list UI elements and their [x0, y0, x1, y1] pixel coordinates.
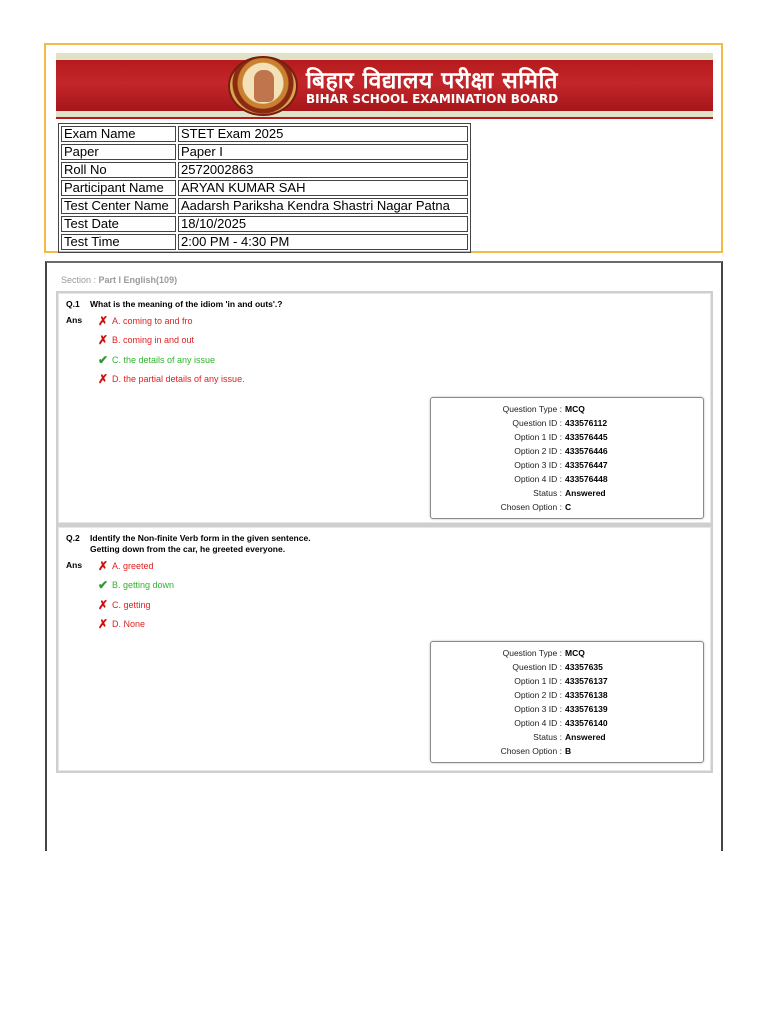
question-card — [56, 291, 713, 525]
meta-row — [431, 702, 608, 716]
cross-icon: ✗ — [98, 333, 109, 347]
meta-key: Question Type : — [502, 403, 562, 414]
info-row — [61, 216, 468, 232]
check-icon: ✔ — [98, 353, 109, 367]
meta-key: Option 2 ID : — [514, 445, 562, 456]
board-name-hindi: बिहार विद्यालय परीक्षा समिति — [306, 68, 559, 94]
meta-row — [431, 660, 608, 674]
section-frame — [45, 261, 723, 851]
meta-row — [431, 402, 608, 416]
option-c — [98, 598, 151, 612]
question-text-line: Getting down from the car, he greeted everyone. — [90, 544, 286, 554]
question-number: Q.1 — [66, 299, 80, 309]
info-value: 2:00 PM - 4:30 PM — [178, 234, 468, 250]
meta-value: Answered — [565, 731, 606, 742]
board-seal-logo — [228, 56, 298, 116]
info-value: 2572002863 — [178, 162, 468, 178]
question-meta-panel — [430, 397, 704, 519]
meta-row — [431, 444, 608, 458]
meta-key: Option 1 ID : — [514, 431, 562, 442]
meta-row — [431, 430, 608, 444]
meta-key: Question ID : — [512, 417, 562, 428]
meta-key: Question Type : — [502, 647, 562, 658]
meta-row — [431, 500, 608, 514]
board-name-english: BIHAR SCHOOL EXAMINATION BOARD — [306, 92, 559, 106]
option-a — [98, 314, 193, 328]
meta-row — [431, 730, 608, 744]
meta-row — [431, 688, 608, 702]
cross-icon: ✗ — [98, 314, 109, 328]
meta-value: 433576445 — [565, 431, 608, 442]
option-d — [98, 372, 245, 386]
banner-red-line — [56, 117, 713, 119]
cross-icon: ✗ — [98, 617, 109, 631]
meta-value: MCQ — [565, 647, 585, 658]
cross-icon: ✗ — [98, 559, 109, 573]
info-value: ARYAN KUMAR SAH — [178, 180, 468, 196]
info-label: Participant Name — [61, 180, 176, 196]
cross-icon: ✗ — [98, 372, 109, 386]
info-row — [61, 198, 468, 214]
info-label: Exam Name — [61, 126, 176, 142]
option-text: A. greeted — [112, 561, 154, 571]
ans-label: Ans — [66, 315, 83, 325]
option-c — [98, 353, 215, 367]
meta-key: Option 1 ID : — [514, 675, 562, 686]
meta-key: Status : — [533, 731, 562, 742]
info-row — [61, 144, 468, 160]
meta-key: Chosen Option : — [500, 501, 562, 512]
meta-row — [431, 472, 608, 486]
meta-row — [431, 646, 608, 660]
seal-figure — [254, 70, 274, 102]
cross-icon: ✗ — [98, 598, 109, 612]
meta-value: 433576448 — [565, 473, 608, 484]
question-text: What is the meaning of the idiom 'in and outs'.? — [90, 299, 283, 309]
meta-row — [431, 674, 608, 688]
info-label: Test Time — [61, 234, 176, 250]
check-icon: ✔ — [98, 578, 109, 592]
option-text: A. coming to and fro — [112, 316, 193, 326]
meta-value: 433576112 — [565, 417, 608, 428]
question-text-line: Identify the Non-finite Verb form in the given sentence. — [90, 533, 311, 543]
section-title — [61, 275, 177, 285]
option-d — [98, 617, 145, 631]
info-label: Roll No — [61, 162, 176, 178]
info-value: Paper I — [178, 144, 468, 160]
option-text: D. None — [112, 619, 146, 629]
meta-value: B — [565, 745, 572, 756]
meta-value: 433576446 — [565, 445, 608, 456]
info-value: STET Exam 2025 — [178, 126, 468, 142]
meta-key: Option 4 ID : — [514, 473, 562, 484]
candidate-info-table — [58, 123, 471, 253]
info-label: Test Date — [61, 216, 176, 232]
meta-row — [431, 486, 608, 500]
meta-key: Chosen Option : — [500, 745, 562, 756]
option-text: D. the partial details of any issue. — [112, 374, 245, 384]
info-label: Paper — [61, 144, 176, 160]
option-text: C. getting — [112, 600, 151, 610]
meta-key: Option 3 ID : — [514, 459, 562, 470]
meta-row — [431, 416, 608, 430]
question-meta-panel — [430, 641, 704, 763]
info-row — [61, 162, 468, 178]
meta-value: 433576447 — [565, 459, 608, 470]
option-b — [98, 578, 174, 592]
header-card — [44, 43, 723, 253]
meta-value: 433576137 — [565, 675, 608, 686]
meta-key: Status : — [533, 487, 562, 498]
meta-value: Answered — [565, 487, 606, 498]
meta-value: C — [565, 501, 572, 512]
banner-top-stripe — [56, 53, 713, 60]
info-row — [61, 180, 468, 196]
info-row — [61, 126, 468, 142]
question-meta-table — [431, 646, 608, 758]
meta-value: 433576138 — [565, 689, 608, 700]
meta-row — [431, 744, 608, 758]
question-meta-table — [431, 402, 608, 514]
info-row — [61, 234, 468, 250]
meta-key: Option 3 ID : — [514, 703, 562, 714]
meta-key: Question ID : — [512, 661, 562, 672]
meta-value: 433576139 — [565, 703, 608, 714]
board-banner — [56, 53, 713, 119]
option-text: B. getting down — [112, 580, 175, 590]
info-value: 18/10/2025 — [178, 216, 468, 232]
option-text: B. coming in and out — [112, 335, 195, 345]
section-name: Part I English(109) — [98, 275, 178, 285]
meta-value: MCQ — [565, 403, 585, 414]
meta-key: Option 4 ID : — [514, 717, 562, 728]
question-card — [56, 525, 713, 773]
meta-row — [431, 716, 608, 730]
option-text: C. the details of any issue — [112, 355, 216, 365]
info-label: Test Center Name — [61, 198, 176, 214]
meta-value: 43357635 — [565, 661, 603, 672]
question-text — [90, 533, 311, 555]
option-a — [98, 559, 154, 573]
meta-key: Option 2 ID : — [514, 689, 562, 700]
meta-row — [431, 458, 608, 472]
option-b — [98, 333, 194, 347]
info-value: Aadarsh Pariksha Kendra Shastri Nagar Patna — [178, 198, 468, 214]
section-prefix: Section : — [61, 275, 97, 285]
meta-value: 433576140 — [565, 717, 608, 728]
ans-label: Ans — [66, 560, 83, 570]
question-number: Q.2 — [66, 533, 80, 543]
